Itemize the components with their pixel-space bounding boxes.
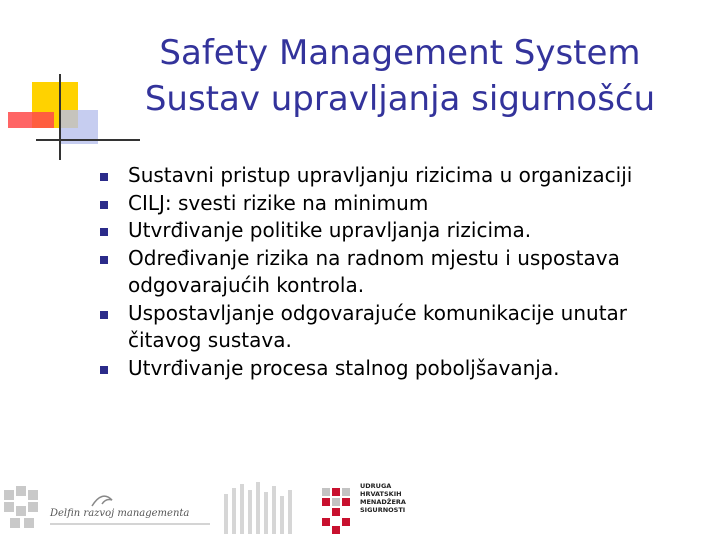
list-item: Sustavni pristup upravljanju rizicima u organizaciji: [96, 162, 706, 190]
square-bullet-icon: [100, 173, 108, 181]
udruga-logo-mark: [318, 478, 360, 536]
corner-decoration: [0, 0, 140, 170]
square-bullet-icon: [100, 311, 108, 319]
square-bullet-icon: [100, 201, 108, 209]
udruga-logo-text: UDRUGA HRVATSKIH MENADŽERA SIGURNOSTI: [360, 482, 406, 514]
deco-blue-square: [60, 110, 98, 144]
list-item: Uspostavljanje odgovarajuće komunikacije unutar čitavog sustava.: [96, 300, 706, 355]
square-bullet-icon: [100, 256, 108, 264]
title-line-2: Sustav upravljanja sigurnošću: [144, 79, 656, 119]
title-line-1: Safety Management System: [159, 33, 641, 73]
list-item: Utvrđivanje politike upravljanja rizicima.: [96, 217, 706, 245]
deco-red-bar: [8, 112, 54, 128]
slide-title: [120, 30, 680, 122]
delfin-logo: [0, 484, 215, 534]
udruga-logo: [318, 478, 408, 536]
list-item: CILJ: svesti rizike na minimum: [96, 190, 706, 218]
list-item: Određivanje rizika na radnom mjestu i uspostava odgovarajućih kontrola.: [96, 245, 706, 300]
delfin-logo-text: Delfin razvoj managementa: [50, 508, 190, 519]
middle-logo-graphic: [218, 480, 308, 536]
square-bullet-icon: [100, 228, 108, 236]
square-bullet-icon: [100, 366, 108, 374]
list-item: Utvrđivanje procesa stalnog poboljšavanja.: [96, 355, 706, 383]
bullet-list: [96, 162, 706, 382]
